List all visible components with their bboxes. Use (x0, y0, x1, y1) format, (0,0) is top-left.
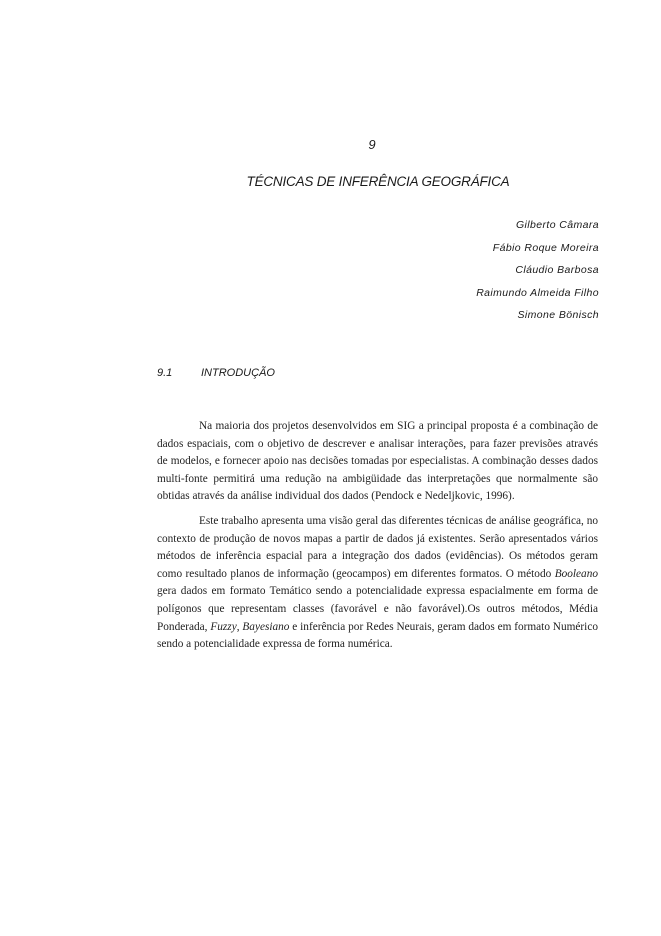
author-name: Cláudio Barbosa (515, 264, 599, 276)
chapter-title: TÉCNICAS DE INFERÊNCIA GEOGRÁFICA (246, 174, 510, 189)
author-name: Simone Bönisch (517, 309, 599, 321)
emphasis-term: Fuzzy (210, 620, 237, 633)
author-name: Fábio Roque Moreira (492, 241, 599, 254)
chapter-number: 9 (368, 137, 376, 152)
paragraph-text: e inferência por Redes Neurais, geram dados em formato Numérico sendo a potencialidade expressa de forma numérica. (157, 620, 598, 651)
emphasis-term: Bayesiano (242, 620, 290, 633)
body-text (157, 418, 598, 661)
section-title: INTRODUÇÃO (201, 367, 275, 379)
author-name: Raimundo Almeida Filho (476, 286, 599, 299)
paragraph (157, 513, 598, 654)
paragraph: Na maioria dos projetos desenvolvidos em SIG a principal proposta é a combinação de dados espaciais, com o objetivo de descrever e analisar interações, para fazer previsões através de modelos, e fornecer apoio nas decisões tomadas por especialistas. A combinação desses dados multi-fonte permitirá uma redução na ambigüidade das interpretações que normalmente são obtidas através da análise individual dos dados (Pendock e Nedeljkovic, 1996). (157, 420, 598, 503)
section-number: 9.1 (157, 367, 173, 379)
author-name: Gilberto Câmara (515, 219, 599, 231)
section-heading (157, 367, 275, 379)
author-list (476, 214, 599, 327)
emphasis-term: Booleano (554, 567, 598, 580)
paragraph-text: , (236, 620, 243, 633)
paragraph-text: Este trabalho apresenta uma visão geral das diferentes técnicas de análise geográfica, no contexto de produção de novos mapas a partir de dados já existentes. Serão apresentados vários métodos de inferência espacial para a integração dos dados (evidências). Os métodos geram como resultado planos de informação (geocampos) em diferentes formatos. O método (157, 514, 598, 580)
paragraph-text: gera dados em formato Temático sendo a potencialidade expressa espacialmente em forma de polígonos que representam classes (favorável e não favorável).Os outros métodos, Média Ponderada, (157, 585, 598, 633)
